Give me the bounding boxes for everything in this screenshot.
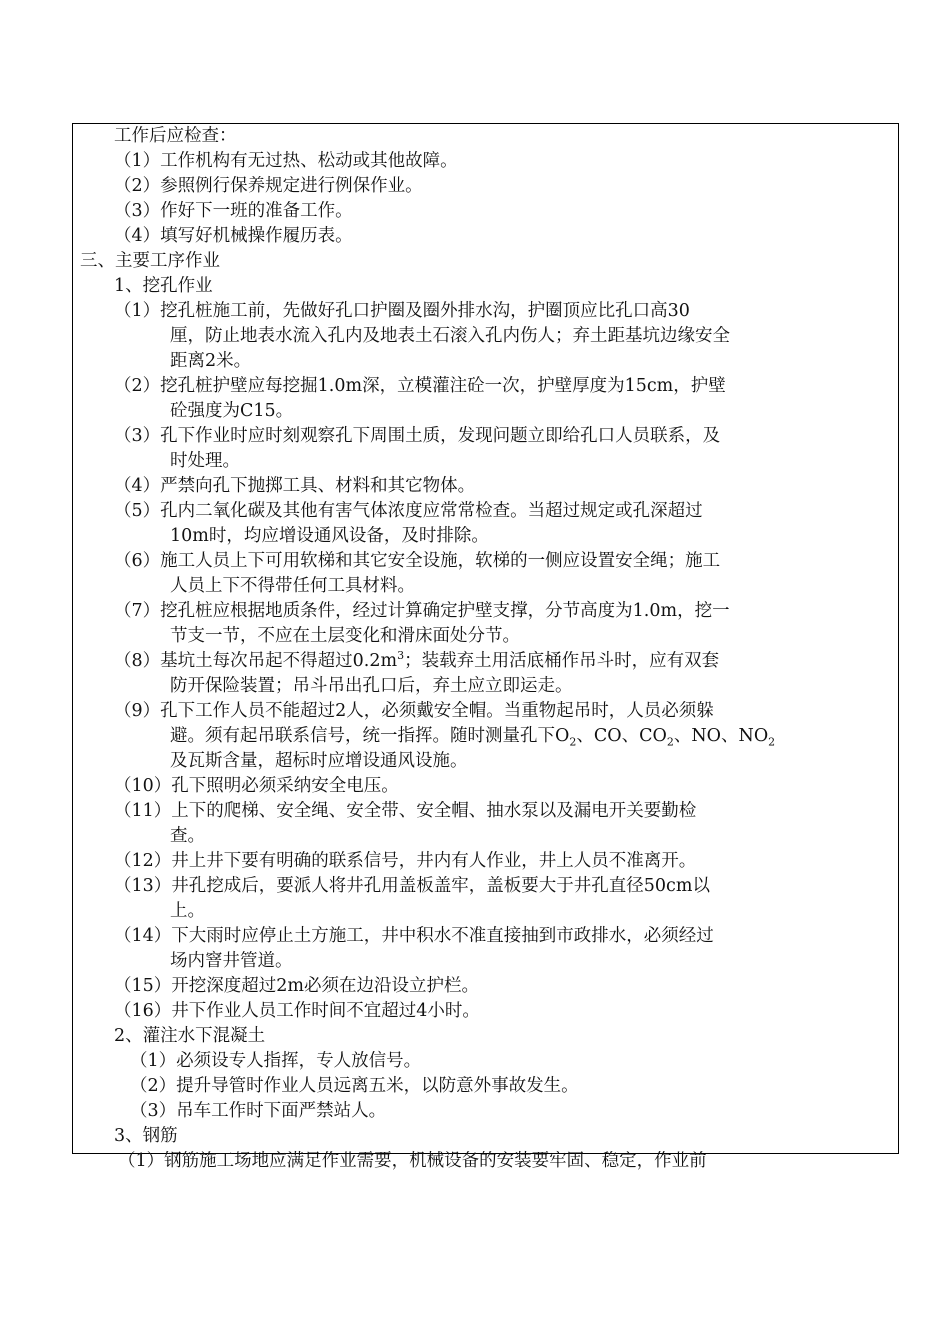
list-item-12: （12）井上井下要有明确的联系信号，井内有人作业，井上人员不准离开。: [114, 851, 697, 871]
list-item-14: （14）下大雨时应停止土方施工，井中积水不准直接抽到市政排水，必须经过: [114, 926, 714, 946]
list-item-6: （6）施工人员上下可用软梯和其它安全设施，软梯的一侧应设置安全绳；施工: [114, 551, 721, 571]
intro-item-4: （4）填写好机械操作履历表。: [114, 226, 353, 246]
concrete-item-1: （1）必须设专人指挥，专人放信号。: [130, 1051, 422, 1071]
list-item-8-cont: 防开保险装置；吊斗吊出孔口后，弃土应立即运走。: [170, 676, 573, 696]
intro-item-3: （3）作好下一班的准备工作。: [114, 201, 353, 221]
concrete-item-2: （2）提升导管时作业人员远离五米，以防意外事故发生。: [130, 1076, 579, 1096]
subsection-title-2: 2、灌注水下混凝土: [114, 1026, 266, 1046]
list-item-2-cont: 砼强度为C15。: [170, 401, 294, 421]
subsection-title-3: 3、钢筋: [114, 1126, 178, 1146]
list-item-3-cont: 时处理。: [170, 451, 240, 471]
list-item-9: （9）孔下工作人员不能超过2人，必须戴安全帽。当重物起吊时，人员必须躲: [114, 701, 714, 721]
intro-item-1: （1）工作机构有无过热、松动或其他故障。: [114, 151, 458, 171]
list-item-1-cont: 厘，防止地表水流入孔内及地表土石滚入孔内伤人；弃土距基坑边缘安全: [170, 326, 730, 346]
list-item-6-cont: 人员上下不得带任何工具材料。: [170, 576, 415, 596]
list-item-1-cont2: 距离2米。: [170, 351, 252, 371]
intro-item-2: （2）参照例行保养规定进行例保作业。: [114, 176, 423, 196]
list-item-8: （8）基坑土每次吊起不得超过$0.2m^3$；装载弃土用活底桶作吊斗时，应有双套: [114, 649, 720, 671]
section-title: 三、主要工序作业: [80, 251, 220, 271]
list-item-7-cont: 节支一节，不应在土层变化和滑床面处分节。: [170, 626, 520, 646]
list-item-14-cont: 场内窨井管道。: [170, 951, 293, 971]
list-item-9-cont2: 及瓦斯含量，超标时应增设通风设施。: [170, 751, 468, 771]
list-item-5: （5）孔内二氧化碳及其他有害气体浓度应常常检查。当超过规定或孔深超过: [114, 501, 703, 521]
list-item-3: （3）孔下作业时应时刻观察孔下周围土质，发现问题立即给孔口人员联系，及: [114, 426, 721, 446]
list-item-11: （11）上下的爬梯、安全绳、安全带、安全帽、抽水泵以及漏电开关要勤检: [114, 801, 697, 821]
list-item-4: （4）严禁向孔下抛掷工具、材料和其它物体。: [114, 476, 476, 496]
list-item-5-cont: 10m时，均应增设通风设备，及时排除。: [170, 526, 489, 546]
list-item-7: （7）挖孔桩应根据地质条件，经过计算确定护壁支撑，分节高度为1.0m，挖一: [114, 601, 730, 621]
concrete-item-3: （3）吊车工作时下面严禁站人。: [130, 1101, 387, 1121]
rebar-item-1: （1）钢筋施工场地应满足作业需要，机械设备的安装要牢固、稳定，作业前: [118, 1151, 707, 1171]
list-item-1: （1）挖孔桩施工前，先做好孔口护圈及圈外排水沟，护圈顶应比孔口高30: [114, 301, 690, 321]
list-item-9-cont: 避。须有起吊联系信号，统一指挥。随时测量孔下$O_2$、CO、$CO_2$、NO、$NO_2$: [170, 726, 776, 749]
list-item-10: （10）孔下照明必须采纳安全电压。: [114, 776, 399, 796]
list-item-11-cont: 查。: [170, 826, 205, 846]
list-item-15: （15）开挖深度超过2m必须在边沿设立护栏。: [114, 976, 480, 996]
list-item-16: （16）井下作业人员工作时间不宜超过4小时。: [114, 1001, 480, 1021]
subsection-title-1: 1、挖孔作业: [114, 276, 213, 296]
list-item-13-cont: 上。: [170, 901, 205, 921]
list-item-2: （2）挖孔桩护壁应每挖掘1.0m深，立模灌注砼一次，护壁厚度为15cm，护壁: [114, 376, 726, 396]
intro-heading: 工作后应检查：: [114, 126, 237, 146]
list-item-13: （13）井孔挖成后，要派人将井孔用盖板盖牢，盖板要大于井孔直径50cm以: [114, 876, 710, 896]
